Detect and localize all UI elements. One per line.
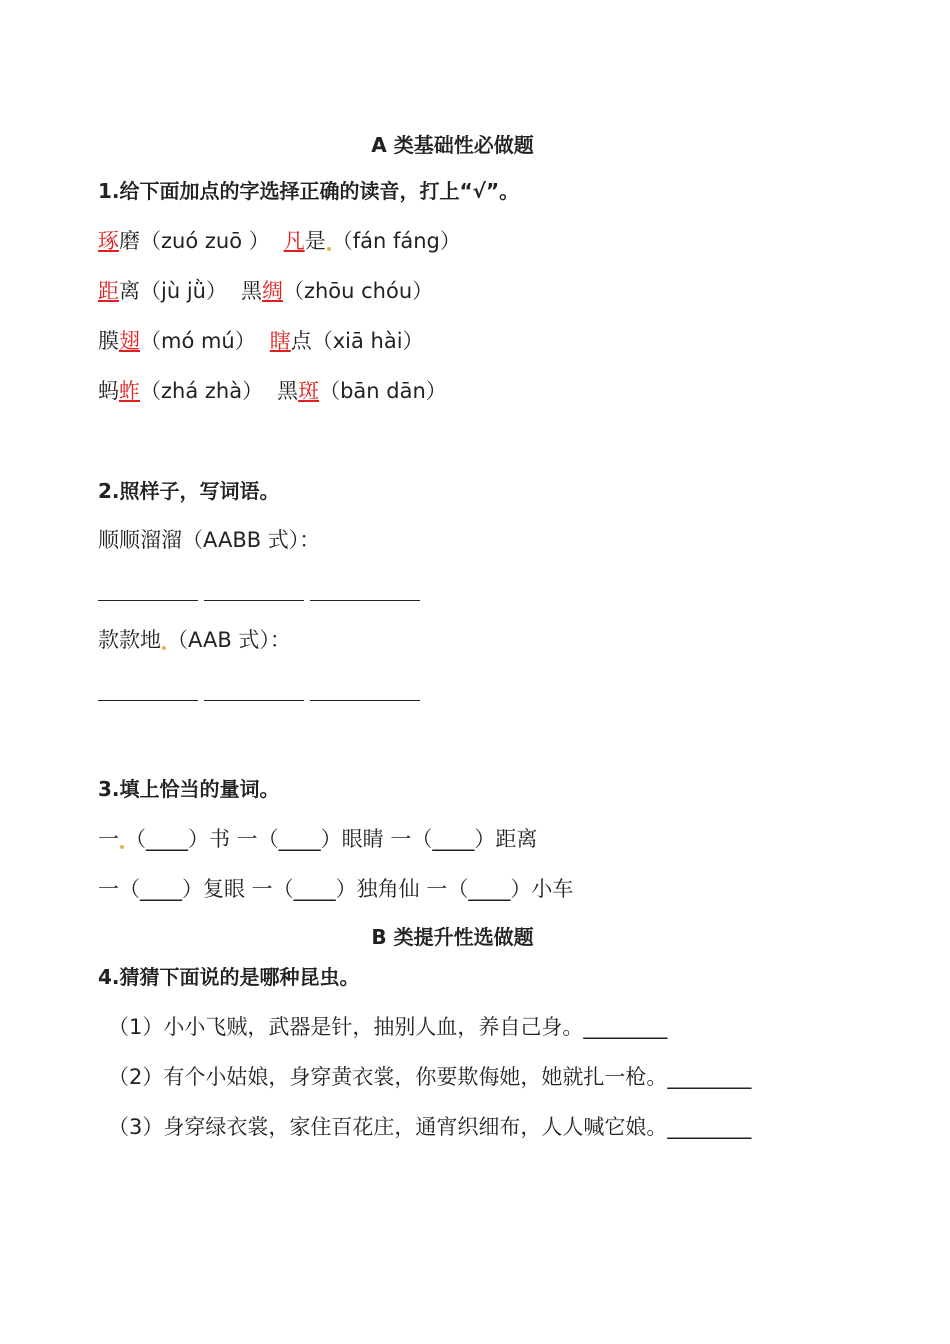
q1-r1-b-suffix: 是 (304, 229, 326, 253)
q1-r2-b-prefix: 黑 (240, 279, 262, 303)
q2-example-2 (98, 626, 291, 654)
section-b-heading: B 类提升性选做题 (371, 925, 534, 949)
q3-row-2: 一（____）复眼 一（____）独角仙 一（____）小车 (98, 877, 574, 901)
q1-r3-a-prefix: 膜 (98, 329, 119, 353)
q1-r2-b-pinyin: （zhōu chóu） (282, 279, 434, 303)
q2-example-2-pattern: （AAB 式）： (167, 628, 291, 652)
q2-example-2-word: 款款地 (98, 628, 161, 652)
q1-row-1 (98, 227, 461, 255)
q1-r3-a-pinyin: （mó mú） (140, 329, 256, 353)
q1-r4-b-prefix: 黑 (277, 379, 299, 403)
section-a-heading: A 类基础性必做题 (371, 133, 534, 157)
q1-r2-a-suffix: 离 (119, 279, 140, 303)
emphasis-dot (327, 247, 331, 251)
q1-row-2 (98, 277, 433, 305)
answer-blank[interactable] (98, 578, 198, 601)
q1-r1-a-suffix: 磨 (119, 229, 140, 253)
q1-r2-b-highlight: 绸 (261, 279, 283, 303)
q3-row-1-start: 一 (98, 827, 119, 851)
emphasis-dot (120, 845, 124, 849)
q1-r4-b-pinyin: （bān dān） (319, 379, 447, 403)
answer-blank[interactable] (204, 578, 304, 601)
q2-answer-lines-2 (98, 678, 420, 708)
q1-r4-b-highlight: 斑 (298, 379, 320, 403)
emphasis-dot (162, 646, 166, 650)
question-3-title: 3.填上恰当的量词。 (98, 777, 280, 801)
q3-row-1-text: （____）书 一（____）眼睛 一（____）距离 (125, 827, 538, 851)
question-4-title: 4.猜猜下面说的是哪种昆虫。 (98, 965, 360, 989)
q1-r2-a-pinyin: （jù jǜ） (140, 279, 227, 303)
q1-r4-a-highlight: 蚱 (119, 379, 140, 403)
q1-r1-a-pinyin: （zuó zuō ） (140, 229, 270, 253)
q1-r3-b-suffix: 点 (290, 329, 312, 353)
q3-row-1 (98, 825, 537, 853)
answer-blank[interactable] (204, 678, 304, 701)
question-1-title: 1.给下面加点的字选择正确的读音，打上“√”。 (98, 179, 520, 203)
q1-r1-b-highlight: 凡 (283, 229, 305, 253)
q1-r1-a-highlight: 琢 (98, 229, 119, 253)
answer-blank[interactable] (98, 678, 198, 701)
q2-answer-lines-1 (98, 578, 420, 608)
q4-item-1: （1）小小飞贼，武器是针，抽别人血，养自己身。________ (108, 1015, 668, 1039)
q4-item-3: （3）身穿绿衣裳，家住百花庄，通宵织细布，人人喊它娘。________ (108, 1115, 752, 1139)
q1-r3-b-highlight: 瞎 (269, 329, 291, 353)
q1-r4-a-pinyin: （zhá zhà） (140, 379, 264, 403)
q1-r1-b-pinyin: （fán fáng） (331, 229, 461, 253)
q2-example-1: 顺顺溜溜（AABB 式）： (98, 528, 321, 552)
q1-r3-b-pinyin: （xiā hài） (311, 329, 424, 353)
question-2-title: 2.照样子，写词语。 (98, 479, 280, 503)
q1-r4-a-prefix: 蚂 (98, 379, 119, 403)
q1-r2-a-highlight: 距 (98, 279, 119, 303)
answer-blank[interactable] (310, 678, 420, 701)
q1-r3-a-highlight: 翅 (119, 329, 140, 353)
q4-item-2: （2）有个小姑娘，身穿黄衣裳，你要欺侮她，她就扎一枪。________ (108, 1065, 752, 1089)
answer-blank[interactable] (310, 578, 420, 601)
q1-row-4 (98, 377, 447, 405)
q1-row-3 (98, 327, 424, 355)
